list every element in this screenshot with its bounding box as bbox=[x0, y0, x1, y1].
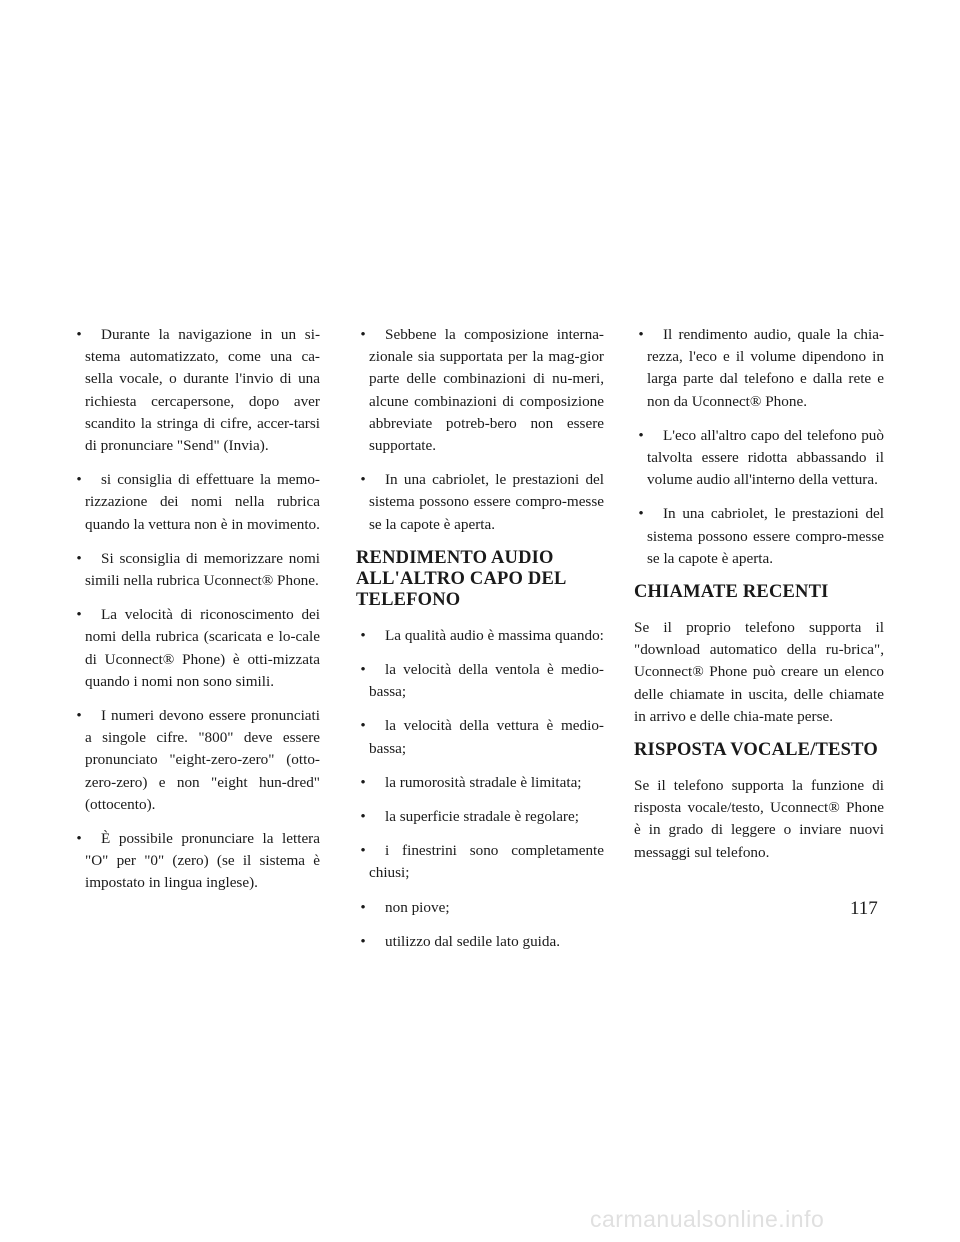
bullet-icon bbox=[356, 772, 370, 794]
bullet-icon bbox=[72, 828, 86, 850]
list-item: • la rumorosità stradale è limitata; bbox=[356, 772, 604, 794]
list-item: • la velocità della ventola è medio-bassa; bbox=[356, 659, 604, 703]
recent-calls-paragraph: Se il proprio telefono supporta il "download automatico della ru-brica", Uconnect® Phone può creare un elenco delle chiamate in uscita, delle chiamate in arrivo e delle chia-mate perse. bbox=[634, 619, 884, 725]
section-heading-voice-text-reply: RISPOSTA VOCALE/TESTO bbox=[634, 740, 878, 761]
bullet-icon bbox=[634, 503, 648, 525]
bullet-icon bbox=[356, 324, 370, 346]
bullet-icon bbox=[356, 469, 370, 491]
bullet-icon bbox=[72, 548, 86, 570]
list-item: • la velocità della vettura è medio-bassa; bbox=[356, 715, 604, 759]
list-item: • Il rendimento audio, quale la chia-rezza, l'eco e il volume dipendono in larga parte dal telefono e dalla rete e non da Uconnect® Phone. bbox=[634, 324, 884, 413]
section-heading-audio: RENDIMENTO AUDIO ALL'ALTRO CAPO DEL TELEFONO bbox=[356, 547, 566, 610]
list-item: • i finestrini sono completamente chiusi; bbox=[356, 840, 604, 884]
list-item: • Durante la navigazione in un si-stema automatizzato, come una ca-sella vocale, o durante l'invio di una richiesta cercapersone, dopo aver scandito la stringa di cifre, accer-tarsi di pronunciare "Send" (Invia). bbox=[72, 324, 320, 457]
audio-performance-list bbox=[634, 324, 884, 570]
list-item: • L'eco all'altro capo del telefono può talvolta essere ridotta abbassando il volume audio all'interno della vettura. bbox=[634, 425, 884, 492]
list-item: • I numeri devono essere pronunciati a singole cifre. "800" deve essere pronunciato "eight-zero-zero" (otto-zero-zero) e non "eight hun-dred" (ottocento). bbox=[72, 705, 320, 816]
column-middle bbox=[356, 324, 604, 965]
list-item: • utilizzo dal sedile lato guida. bbox=[356, 931, 604, 953]
bullet-icon bbox=[356, 715, 370, 737]
column-left bbox=[72, 324, 320, 907]
bullet-icon bbox=[356, 897, 370, 919]
list-item: • La velocità di riconoscimento dei nomi della rubrica (scaricata e lo-cale di Uconnect® Phone) è otti-mizzata quando i nomi non sono simili. bbox=[72, 604, 320, 693]
bullet-icon bbox=[72, 324, 86, 346]
list-item: • È possibile pronunciare la lettera "O" per "0" (zero) (se il sistema è impostato in lingua inglese). bbox=[72, 828, 320, 895]
bullet-icon bbox=[634, 425, 648, 447]
dialing-tips-list bbox=[356, 324, 604, 536]
list-item: • Sebbene la composizione interna-zionale sia supportata per la mag-gior parte delle combinazioni di nu-meri, alcune combinazioni di composizione abbreviate potreb-bero non essere supportate. bbox=[356, 324, 604, 457]
list-item: • In una cabriolet, le prestazioni del sistema possono essere compro-messe se la capote è aperta. bbox=[356, 469, 604, 536]
list-item: • si consiglia di effettuare la memo-rizzazione dei nomi nella rubrica quando la vettura non è in movimento. bbox=[72, 469, 320, 536]
list-item: • In una cabriolet, le prestazioni del sistema possono essere compro-messe se la capote è aperta. bbox=[634, 503, 884, 570]
bullet-icon bbox=[356, 625, 370, 647]
bullet-icon bbox=[72, 469, 86, 491]
list-item: • non piove; bbox=[356, 897, 604, 919]
list-item: • La qualità audio è massima quando: bbox=[356, 625, 604, 647]
bullet-icon bbox=[356, 806, 370, 828]
bullet-icon bbox=[72, 705, 86, 727]
bullet-icon bbox=[356, 659, 370, 681]
voice-text-reply-paragraph: Se il telefono supporta la funzione di risposta vocale/testo, Uconnect® Phone è in grado di leggere o inviare nuovi messaggi sul telefono. bbox=[634, 777, 884, 861]
list-item: • Si sconsiglia di memorizzare nomi simili nella rubrica Uconnect® Phone. bbox=[72, 548, 320, 592]
voice-tips-list bbox=[72, 324, 320, 895]
bullet-icon bbox=[72, 604, 86, 626]
bullet-icon bbox=[356, 840, 370, 862]
list-item: • la superficie stradale è regolare; bbox=[356, 806, 604, 828]
bullet-icon bbox=[634, 324, 648, 346]
column-right bbox=[634, 324, 884, 876]
bullet-icon bbox=[356, 931, 370, 953]
section-heading-recent-calls: CHIAMATE RECENTI bbox=[634, 582, 829, 603]
audio-conditions-list bbox=[356, 625, 604, 953]
page-number: 117 bbox=[850, 898, 878, 919]
watermark: carmanualsonline.info bbox=[590, 1206, 825, 1232]
